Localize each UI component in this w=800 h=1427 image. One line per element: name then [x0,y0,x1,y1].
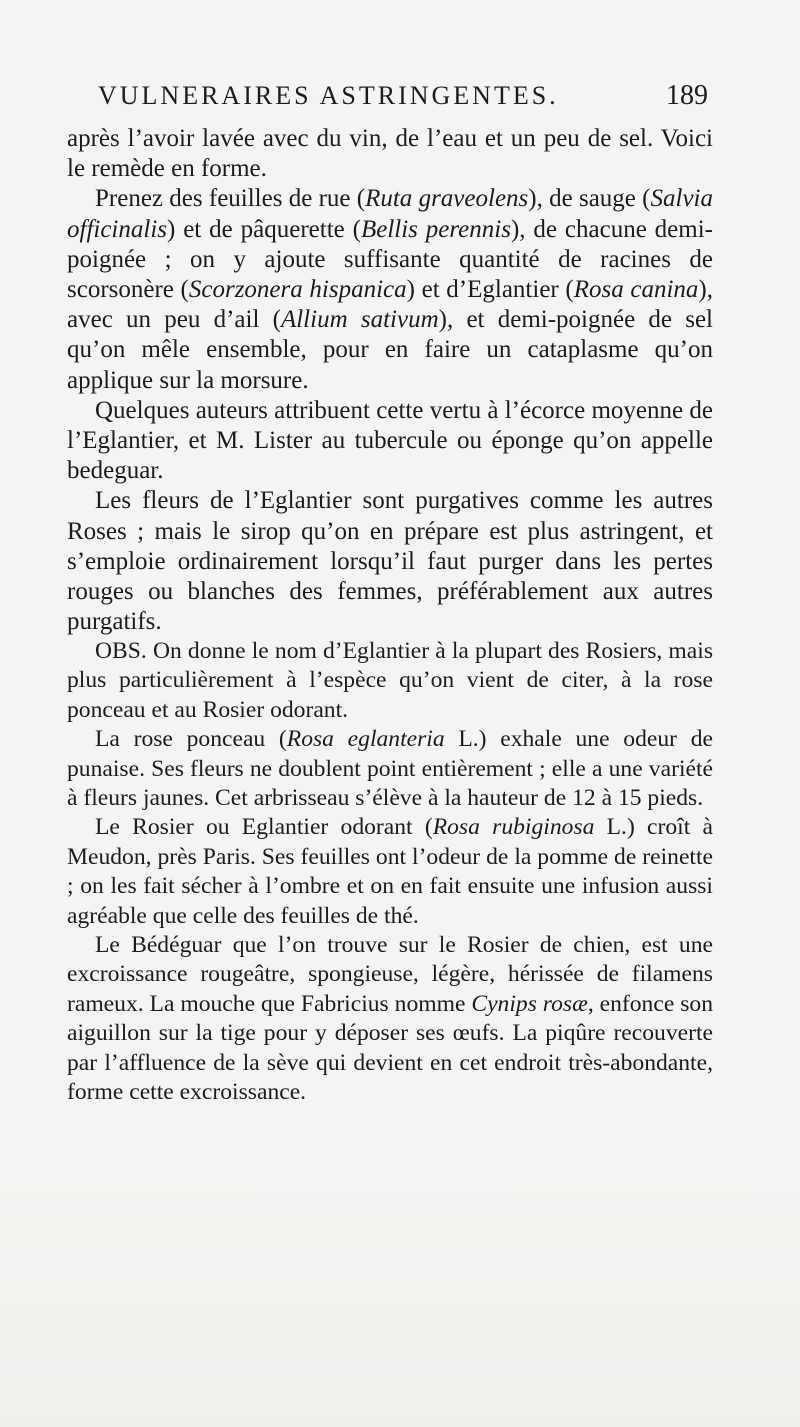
paragraph-flowers: Les fleurs de l’Eglantier sont purgatives comme les autres Roses ; mais le sirop qu’on en prépare est plus astringent, et s’emploie ordinairement lorsqu’il faut purger dans les pertes rouges ou blanches des femmes, préférablement aux autres purgatifs. [67,487,713,636]
latin-name: Allium sativum [280,306,439,334]
latin-name: Bellis perennis [360,215,511,243]
running-title: VULNERAIRES ASTRINGENTES. [98,81,559,110]
paper-shading [0,1160,800,1427]
paragraph-remedy: Prenez des feuilles de rue (Ruta graveolens), de sauge (Salvia officinalis) et de pâquerette (Bellis perennis), de chacune demi-poignée ; on y ajoute suffisante quantité de racines de scorsonère (Scorzonera hispanica) et d’Eglantier (Rosa canina), avec un peu d’ail (Allium sativum), et demi-poignée de sel qu’on mêle ensemble, pour en faire un cataplasme qu’on applique sur la morsure. [67,185,714,394]
latin-name: Rosa rubiginosa [432,814,595,841]
paragraph-bedeguar: Le Bédéguar que l’on trouve sur le Rosier de chien, est une excroissance rougeâtre, spongieuse, légère, hérissée de filamens rameux. La mouche que Fabricius nomme Cynips rosæ, enfonce son aiguillon sur la tige pour y déposer ses œufs. La piqûre recouverte par l’affluence de la sève qui devient en cet endroit très-abondante, forme cette excroissance. [67,932,713,1106]
observation-section [67,637,713,1108]
latin-name: Salvia officinalis [67,185,713,243]
paragraph-authors: Quelques auteurs attribuent cette vertu à l’écorce moyenne de l’Eglantier, et M. Lister au tubercule ou éponge qu’on appelle bedeguar. [67,396,713,485]
paragraph-continuation: après l’avoir lavée avec du vin, de l’eau et un peu de sel. Voici le remède en forme. [67,125,713,183]
latin-name: Scorzonera hispanica [188,276,407,304]
paragraph-rose-ponceau: La rose ponceau (Rosa eglanteria L.) exhale une odeur de punaise. Ses fleurs ne doublent point entièrement ; elle a une variété à fleurs jaunes. Cet arbrisseau s’élève à la hauteur de 12 à 15 pieds. [67,726,713,812]
page-number: 189 [666,80,708,111]
observation-intro: OBS. On donne le nom d’Eglantier à la plupart des Rosiers, mais plus particulièrement à l’espèce qu’on vient de citer, à la rose ponceau et au Rosier odorant. [67,638,713,723]
page-header [98,80,708,112]
main-text [67,124,713,637]
latin-name: Cynips rosæ [471,990,588,1017]
latin-name: Rosa eglanteria [286,726,445,753]
latin-name: Rosa canina [573,276,699,304]
paragraph-rosier-odorant: Le Rosier ou Eglantier odorant (Rosa rubiginosa L.) croît à Meudon, près Paris. Ses feuilles ont l’odeur de la pomme de reinette ; on les fait sécher à l’ombre et on en fait ensuite une infusion aussi agréable que celle des feuilles de thé. [67,814,713,929]
latin-name: Ruta graveolens [365,185,529,213]
